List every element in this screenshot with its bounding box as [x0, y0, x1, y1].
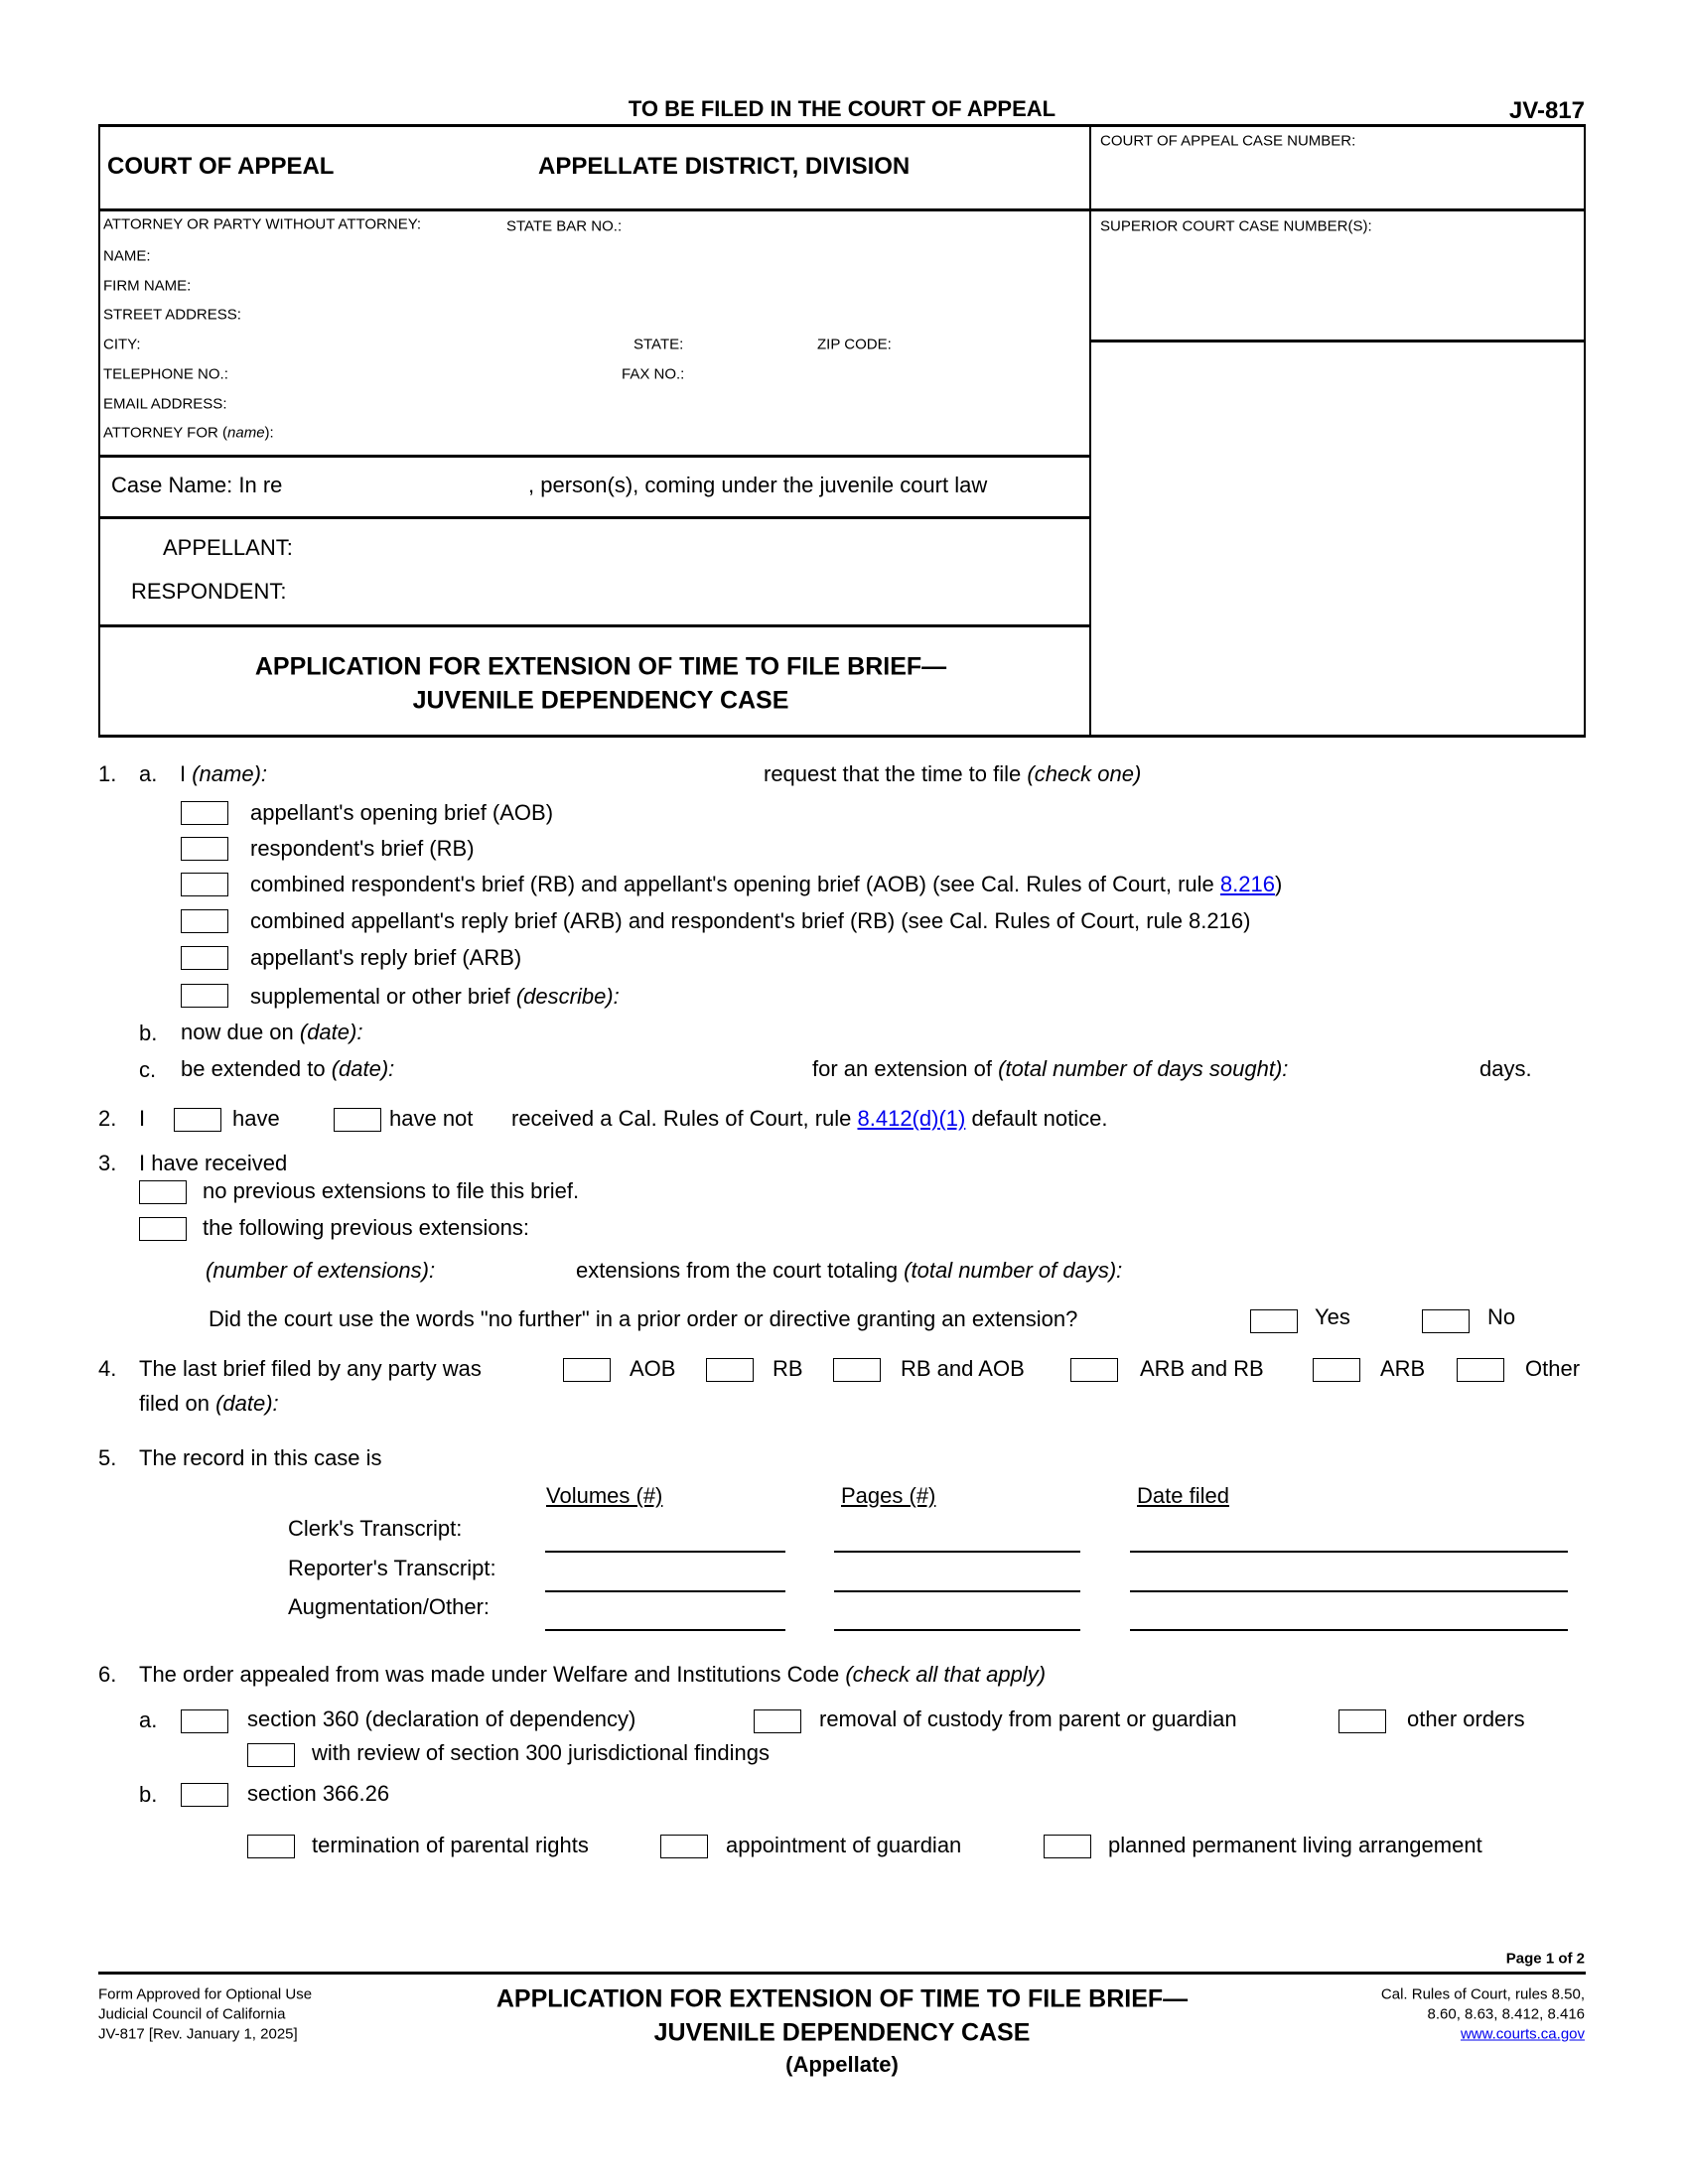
- i-text: I: [180, 761, 193, 786]
- last-aob-label: AOB: [630, 1356, 676, 1381]
- firm-name-label: FIRM NAME:: [103, 277, 192, 295]
- item6a-letter: a.: [139, 1707, 158, 1732]
- checkbox-yes[interactable]: [1250, 1309, 1298, 1333]
- footer-council: Judicial Council of California: [98, 2005, 286, 2023]
- checkbox-last-arb[interactable]: [1313, 1358, 1360, 1382]
- filed-on-label: [139, 1393, 279, 1415]
- reporters-volumes-field[interactable]: [545, 1590, 785, 1592]
- clerks-date-field[interactable]: [1130, 1551, 1568, 1553]
- item5-number: 5.: [98, 1445, 117, 1470]
- date-hint: (date):: [331, 1056, 395, 1081]
- footer-divider: [98, 1972, 1586, 1975]
- total-days-hint: (total number of days):: [904, 1258, 1123, 1283]
- attorney-for-text: ATTORNEY FOR (: [103, 424, 228, 442]
- default-text: default notice.: [965, 1106, 1108, 1131]
- footer-title-line1: APPLICATION FOR EXTENSION OF TIME TO FILE BRIEF—: [495, 1984, 1189, 2013]
- checkbox-have[interactable]: [174, 1108, 221, 1132]
- item2-i: I: [139, 1106, 146, 1131]
- state-label: STATE:: [633, 336, 684, 353]
- coa-case-number-field[interactable]: [1100, 154, 1577, 204]
- attorney-label: ATTORNEY OR PARTY WITHOUT ATTORNEY:: [103, 215, 422, 233]
- name-label: NAME:: [103, 247, 151, 265]
- other-orders-label: other orders: [1407, 1706, 1525, 1731]
- courts-website-link[interactable]: www.courts.ca.gov: [1460, 2025, 1585, 2043]
- footer-title-line2: JUVENILE DEPENDENCY CASE: [653, 2018, 1031, 2047]
- termination-label: termination of parental rights: [312, 1833, 589, 1857]
- item6-number: 6.: [98, 1662, 117, 1687]
- footer-revision: JV-817 [Rev. January 1, 2025]: [98, 2025, 298, 2043]
- item4-label: The last brief filed by any party was: [139, 1356, 482, 1381]
- attorney-for-name-hint: name: [227, 424, 265, 442]
- zip-code-label: ZIP CODE:: [817, 336, 892, 353]
- checkbox-termination[interactable]: [247, 1835, 295, 1858]
- item1c-letter: c.: [139, 1057, 157, 1082]
- check-all-hint: (check all that apply): [845, 1662, 1047, 1687]
- filed-on-text: filed on: [139, 1391, 216, 1416]
- name-hint: (name):: [192, 761, 268, 786]
- fax-label: FAX NO.:: [622, 365, 685, 383]
- clerks-pages-field[interactable]: [834, 1551, 1080, 1553]
- reporters-pages-field[interactable]: [834, 1590, 1080, 1592]
- respondent-label: RESPONDENT:: [131, 579, 287, 604]
- date-hint: (date):: [215, 1391, 279, 1416]
- case-name-field[interactable]: [318, 472, 521, 501]
- form-title-line2: JUVENILE DEPENDENCY CASE: [412, 686, 789, 715]
- augmentation-pages-field[interactable]: [834, 1629, 1080, 1631]
- city-label: CITY:: [103, 336, 141, 353]
- item1-number: 1.: [98, 761, 117, 786]
- checkbox-arb[interactable]: [181, 946, 228, 970]
- default-notice-text: [511, 1108, 1107, 1130]
- page-number: Page 1 of 2: [1505, 1950, 1585, 1968]
- checkbox-rb-aob[interactable]: [181, 873, 228, 896]
- rule-8-412-link[interactable]: 8.412(d)(1): [857, 1106, 966, 1131]
- last-rb-label: RB: [773, 1356, 803, 1381]
- extended-text: be extended to: [181, 1056, 332, 1081]
- item1-request-label: [764, 763, 1141, 785]
- checkbox-section-360[interactable]: [181, 1709, 228, 1733]
- item6b-letter: b.: [139, 1782, 158, 1807]
- attorney-for-end: ):: [264, 424, 274, 442]
- now-due-text: now due on: [181, 1020, 300, 1044]
- footer-rules-line2: 8.60, 8.63, 8.412, 8.416: [1427, 2005, 1585, 2023]
- item6-label: [139, 1664, 1046, 1686]
- item5-label: The record in this case is: [139, 1445, 382, 1470]
- section-366-label: section 366.26: [247, 1781, 390, 1806]
- item1b-letter: b.: [139, 1021, 158, 1045]
- following-label: the following previous extensions:: [203, 1215, 529, 1240]
- item2-number: 2.: [98, 1106, 117, 1131]
- extension-days-label: [812, 1058, 1288, 1080]
- check-one-hint: (check one): [1027, 761, 1142, 786]
- checkbox-last-other[interactable]: [1457, 1358, 1504, 1382]
- augmentation-date-field[interactable]: [1130, 1629, 1568, 1631]
- district-label: APPELLATE DISTRICT, DIVISION: [538, 153, 911, 180]
- item6-text: The order appealed from was made under Welfare and Institutions Code: [139, 1662, 846, 1687]
- footer-rules-line1: Cal. Rules of Court, rules 8.50,: [1380, 1985, 1585, 2003]
- checkbox-other-orders[interactable]: [1338, 1709, 1386, 1733]
- date-hint: (date):: [299, 1020, 363, 1044]
- checkbox-planned[interactable]: [1044, 1835, 1091, 1858]
- coa-case-number-label: COURT OF APPEAL CASE NUMBER:: [1100, 132, 1356, 150]
- planned-label: planned permanent living arrangement: [1108, 1833, 1482, 1857]
- last-arb-label: ARB: [1380, 1356, 1426, 1381]
- telephone-label: TELEPHONE NO.:: [103, 365, 228, 383]
- checkbox-following[interactable]: [139, 1217, 187, 1241]
- checkbox-aob[interactable]: [181, 801, 228, 825]
- totaling-label: [576, 1260, 1122, 1282]
- checkbox-no[interactable]: [1422, 1309, 1470, 1333]
- checkbox-supplemental[interactable]: [181, 984, 228, 1008]
- item3-label: I have received: [139, 1151, 288, 1175]
- item4-number: 4.: [98, 1356, 117, 1381]
- clerks-volumes-field[interactable]: [545, 1551, 785, 1553]
- rule-8-216-link[interactable]: 8.216: [1219, 872, 1275, 896]
- reporters-transcript-label: Reporter's Transcript:: [288, 1556, 496, 1580]
- option-supplemental: [250, 986, 620, 1008]
- no-further-question: Did the court use the words "no further" in a prior order or directive granting an extension?: [209, 1306, 1078, 1331]
- no-label: No: [1487, 1304, 1516, 1329]
- option-aob: appellant's opening brief (AOB): [250, 800, 554, 825]
- no-previous-label: no previous extensions to file this brief.: [203, 1178, 580, 1203]
- augmentation-volumes-field[interactable]: [545, 1629, 785, 1631]
- footer-title-line3: (Appellate): [785, 2052, 899, 2077]
- checkbox-removal[interactable]: [754, 1709, 801, 1733]
- item1a-letter: a.: [139, 761, 158, 786]
- days-label: days.: [1479, 1056, 1532, 1081]
- for-extension-text: for an extension of: [812, 1056, 999, 1081]
- email-label: EMAIL ADDRESS:: [103, 395, 227, 413]
- last-other-label: Other: [1525, 1356, 1581, 1381]
- option-rb: respondent's brief (RB): [250, 836, 475, 861]
- footer-approved: Form Approved for Optional Use: [98, 1985, 313, 2003]
- option-supplemental-text: supplemental or other brief: [250, 984, 516, 1009]
- totaling-text: extensions from the court totaling: [576, 1258, 905, 1283]
- review-300-label: with review of section 300 jurisdictional findings: [312, 1740, 771, 1765]
- state-bar-label: STATE BAR NO.:: [506, 217, 623, 235]
- option-arb-rb: combined appellant's reply brief (ARB) and respondent's brief (RB) (see Cal. Rules of Court, rule 8.216): [250, 908, 1251, 933]
- checkbox-last-arb-rb[interactable]: [1070, 1358, 1118, 1382]
- option-arb: appellant's reply brief (ARB): [250, 945, 522, 970]
- days-sought-hint: (total number of days sought):: [998, 1056, 1289, 1081]
- checkbox-no-previous[interactable]: [139, 1180, 187, 1204]
- last-arb-rb-label: ARB and RB: [1140, 1356, 1264, 1381]
- now-due-label: [181, 1022, 362, 1043]
- have-not-label: have not: [389, 1106, 474, 1131]
- superior-case-number-field[interactable]: [1100, 240, 1577, 335]
- describe-hint: (describe):: [515, 984, 620, 1009]
- yes-label: Yes: [1315, 1304, 1350, 1329]
- checkbox-rb[interactable]: [181, 837, 228, 861]
- have-label: have: [232, 1106, 280, 1131]
- superior-case-number-label: SUPERIOR COURT CASE NUMBER(S):: [1100, 217, 1372, 235]
- item1a-name-label: [180, 763, 267, 785]
- section-360-label: section 360 (declaration of dependency): [247, 1706, 636, 1731]
- augmentation-label: Augmentation/Other:: [288, 1594, 491, 1619]
- guardian-label: appointment of guardian: [726, 1833, 962, 1857]
- volumes-header: Volumes (#): [546, 1483, 663, 1508]
- date-filed-header: Date filed: [1137, 1483, 1229, 1508]
- checkbox-last-rb-aob[interactable]: [833, 1358, 881, 1382]
- clerks-transcript-label: Clerk's Transcript:: [288, 1516, 463, 1541]
- removal-label: removal of custody from parent or guardian: [819, 1706, 1237, 1731]
- item3-number: 3.: [98, 1151, 117, 1175]
- checkbox-last-aob[interactable]: [563, 1358, 611, 1382]
- option-rb-aob: [250, 874, 1282, 895]
- form-number: JV-817: [1508, 97, 1585, 124]
- form-title-line1: APPLICATION FOR EXTENSION OF TIME TO FILE BRIEF—: [254, 652, 947, 681]
- filed-in-heading: TO BE FILED IN THE COURT OF APPEAL: [628, 96, 1056, 121]
- option-rb-aob-close: ): [1274, 872, 1283, 896]
- court-label: COURT OF APPEAL: [107, 153, 335, 180]
- attorney-for-label: [103, 426, 274, 441]
- checkbox-have-not[interactable]: [334, 1108, 381, 1132]
- case-name-suffix: , person(s), coming under the juvenile court law: [528, 473, 988, 497]
- pages-header: Pages (#): [841, 1483, 936, 1508]
- checkbox-review-300[interactable]: [247, 1743, 295, 1767]
- checkbox-section-366[interactable]: [181, 1783, 228, 1807]
- reporters-date-field[interactable]: [1130, 1590, 1568, 1592]
- checkbox-guardian[interactable]: [660, 1835, 708, 1858]
- last-rb-aob-label: RB and AOB: [901, 1356, 1025, 1381]
- received-text: received a Cal. Rules of Court, rule: [511, 1106, 858, 1131]
- checkbox-last-rb[interactable]: [706, 1358, 754, 1382]
- request-text: request that the time to file: [764, 761, 1028, 786]
- extended-to-label: [181, 1058, 394, 1080]
- appellant-label: APPELLANT:: [163, 535, 293, 560]
- number-of-extensions-label: (number of extensions):: [206, 1258, 436, 1283]
- checkbox-arb-rb[interactable]: [181, 909, 228, 933]
- case-name-label: Case Name: In re: [111, 473, 283, 497]
- street-address-label: STREET ADDRESS:: [103, 306, 241, 324]
- option-rb-aob-text: combined respondent's brief (RB) and appellant's opening brief (AOB) (see Cal. Rules of Court, rule: [250, 872, 1220, 896]
